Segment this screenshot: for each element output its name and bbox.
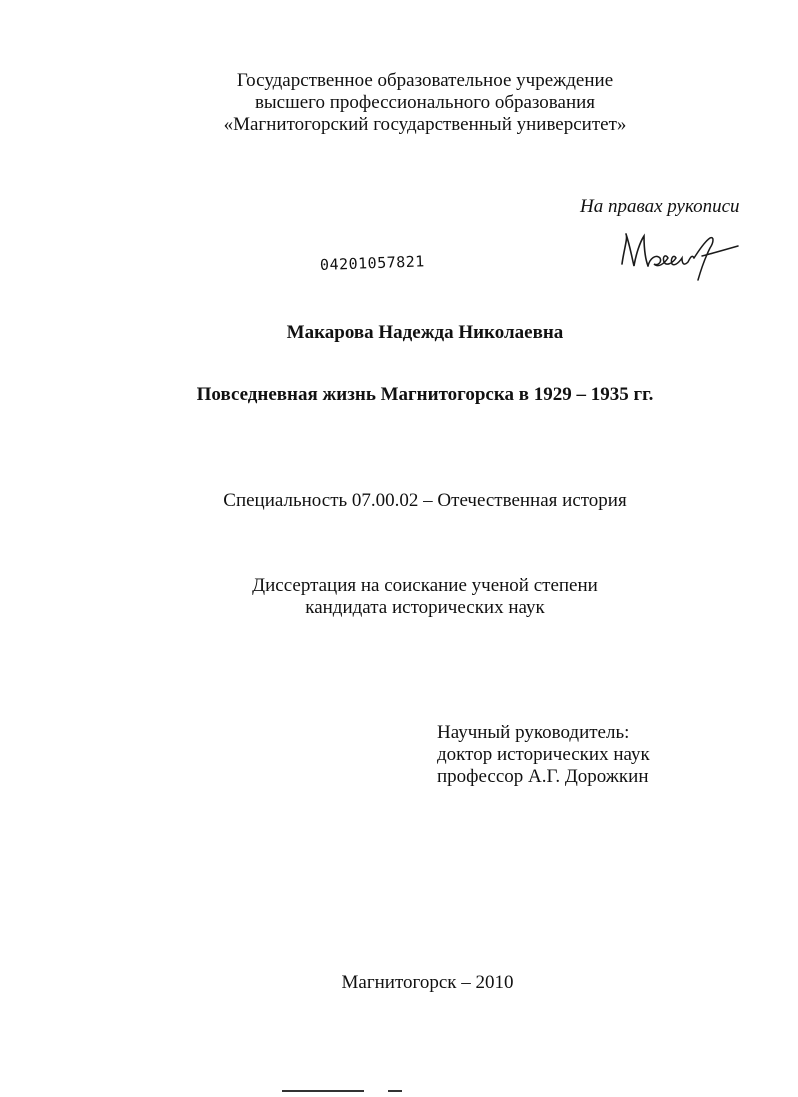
manuscript-rights-note: На правах рукописи xyxy=(580,196,740,217)
place-and-year: Магнитогорск – 2010 xyxy=(341,972,514,993)
degree-line-1: Диссертация на соискание ученой степени xyxy=(252,575,598,596)
institution-header xyxy=(0,70,798,136)
specialty: Специальность 07.00.02 – Отечественная история xyxy=(223,490,627,511)
advisor-degree: доктор исторических наук xyxy=(437,744,650,765)
author-signature xyxy=(614,224,744,284)
archive-code-stamp: 04201057821 xyxy=(319,252,426,274)
institution-line-3: «Магнитогорский государственный университет» xyxy=(223,114,627,135)
advisor-label: Научный руководитель: xyxy=(437,722,630,743)
scan-edge-mark xyxy=(282,1090,364,1092)
degree-statement xyxy=(0,575,798,619)
scan-edge-mark xyxy=(388,1090,402,1092)
dissertation-title: Повседневная жизнь Магнитогорска в 1929 – 1935 гг. xyxy=(196,384,654,405)
degree-line-2: кандидата исторических наук xyxy=(305,597,545,618)
institution-line-1: Государственное образовательное учреждение xyxy=(236,70,614,91)
institution-line-2: высшего профессионального образования xyxy=(254,92,596,113)
advisor-name: профессор А.Г. Дорожкин xyxy=(437,766,649,787)
scientific-advisor xyxy=(437,722,650,788)
author-name: Макарова Надежда Николаевна xyxy=(286,322,564,343)
